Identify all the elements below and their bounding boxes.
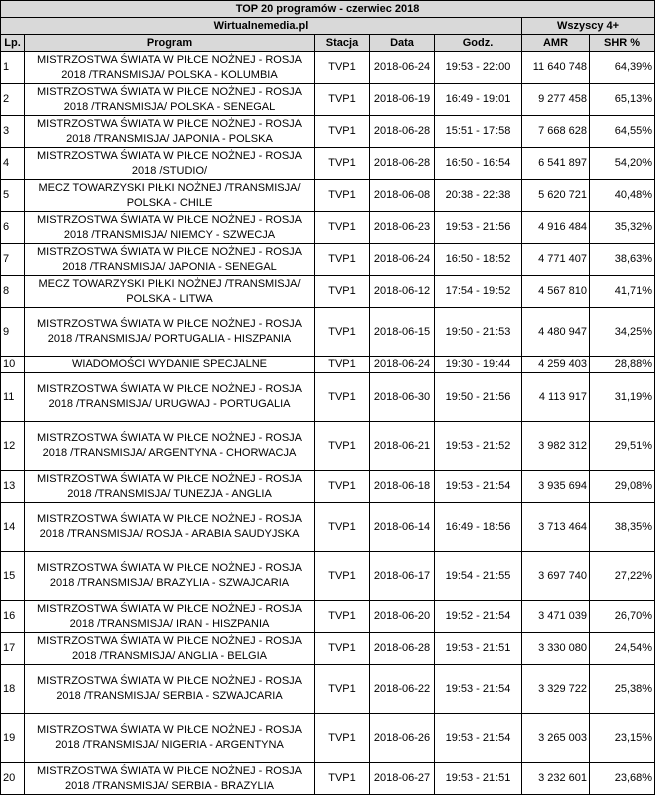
- cell-program: MISTRZOSTWA ŚWIATA W PIŁCE NOŻNEJ - ROSJA 2018 /TRANSMISJA/ SERBIA - BRAZYLIA: [25, 763, 315, 795]
- cell-data: 2018-06-14: [370, 503, 435, 552]
- cell-amr: 4 259 403: [522, 357, 590, 373]
- cell-program: MECZ TOWARZYSKI PIŁKI NOŻNEJ /TRANSMISJA/ POLSKA - LITWA: [25, 276, 315, 308]
- cell-godz: 19:53 - 21:54: [435, 471, 522, 503]
- cell-data: 2018-06-17: [370, 552, 435, 601]
- cell-godz: 16:49 - 19:01: [435, 84, 522, 116]
- cell-lp: 9: [1, 308, 25, 357]
- cell-godz: 16:50 - 18:52: [435, 244, 522, 276]
- cell-amr: 4 113 917: [522, 373, 590, 422]
- cell-program: MISTRZOSTWA ŚWIATA W PIŁCE NOŻNEJ - ROSJA 2018 /TRANSMISJA/ URUGWAJ - PORTUGALIA: [25, 373, 315, 422]
- table-row: [1, 84, 655, 116]
- cell-godz: 19:50 - 21:53: [435, 308, 522, 357]
- cell-lp: 3: [1, 116, 25, 148]
- cell-amr: 3 713 464: [522, 503, 590, 552]
- cell-stacja: TVP1: [315, 357, 370, 373]
- cell-godz: 19:53 - 21:51: [435, 633, 522, 665]
- cell-shr: 54,20%: [590, 148, 655, 180]
- cell-shr: 34,25%: [590, 308, 655, 357]
- cell-godz: 17:54 - 19:52: [435, 276, 522, 308]
- cell-amr: 4 771 407: [522, 244, 590, 276]
- cell-lp: 8: [1, 276, 25, 308]
- cell-stacja: TVP1: [315, 84, 370, 116]
- cell-shr: 64,55%: [590, 116, 655, 148]
- cell-stacja: TVP1: [315, 180, 370, 212]
- table-row: [1, 52, 655, 84]
- cell-amr: 4 567 810: [522, 276, 590, 308]
- cell-lp: 7: [1, 244, 25, 276]
- col-header-program: Program: [25, 35, 315, 52]
- cell-lp: 13: [1, 471, 25, 503]
- cell-stacja: TVP1: [315, 633, 370, 665]
- cell-amr: 3 471 039: [522, 601, 590, 633]
- cell-data: 2018-06-18: [370, 471, 435, 503]
- cell-stacja: TVP1: [315, 763, 370, 795]
- table-source: Wirtualnemedia.pl: [1, 18, 522, 35]
- cell-stacja: TVP1: [315, 422, 370, 471]
- table-row: [1, 116, 655, 148]
- cell-godz: 19:53 - 21:56: [435, 212, 522, 244]
- cell-shr: 24,54%: [590, 633, 655, 665]
- col-header-shr: SHR %: [590, 35, 655, 52]
- cell-data: 2018-06-28: [370, 148, 435, 180]
- cell-data: 2018-06-28: [370, 633, 435, 665]
- cell-data: 2018-06-27: [370, 763, 435, 795]
- cell-program: MISTRZOSTWA ŚWIATA W PIŁCE NOŻNEJ - ROSJA 2018 /TRANSMISJA/ BRAZYLIA - SZWAJCARIA: [25, 552, 315, 601]
- col-header-amr: AMR: [522, 35, 590, 52]
- cell-godz: 19:53 - 21:52: [435, 422, 522, 471]
- cell-shr: 38,63%: [590, 244, 655, 276]
- cell-amr: 9 277 458: [522, 84, 590, 116]
- table-row: [1, 471, 655, 503]
- cell-lp: 15: [1, 552, 25, 601]
- cell-amr: 4 480 947: [522, 308, 590, 357]
- cell-amr: 7 668 628: [522, 116, 590, 148]
- cell-shr: 23,15%: [590, 714, 655, 763]
- cell-program: MISTRZOSTWA ŚWIATA W PIŁCE NOŻNEJ - ROSJA 2018 /TRANSMISJA/ NIGERIA - ARGENTYNA: [25, 714, 315, 763]
- cell-data: 2018-06-21: [370, 422, 435, 471]
- cell-shr: 28,88%: [590, 357, 655, 373]
- cell-shr: 29,51%: [590, 422, 655, 471]
- cell-amr: 3 265 003: [522, 714, 590, 763]
- cell-shr: 41,71%: [590, 276, 655, 308]
- cell-lp: 1: [1, 52, 25, 84]
- cell-data: 2018-06-24: [370, 244, 435, 276]
- cell-program: MISTRZOSTWA ŚWIATA W PIŁCE NOŻNEJ - ROSJA 2018 /TRANSMISJA/ JAPONIA - POLSKA: [25, 116, 315, 148]
- cell-amr: 6 541 897: [522, 148, 590, 180]
- cell-data: 2018-06-30: [370, 373, 435, 422]
- cell-lp: 17: [1, 633, 25, 665]
- cell-program: MISTRZOSTWA ŚWIATA W PIŁCE NOŻNEJ - ROSJA 2018 /TRANSMISJA/ ANGLIA - BELGIA: [25, 633, 315, 665]
- cell-lp: 19: [1, 714, 25, 763]
- cell-data: 2018-06-08: [370, 180, 435, 212]
- table-row: [1, 180, 655, 212]
- cell-godz: 19:53 - 21:54: [435, 665, 522, 714]
- cell-data: 2018-06-12: [370, 276, 435, 308]
- cell-program: MISTRZOSTWA ŚWIATA W PIŁCE NOŻNEJ - ROSJA 2018 /TRANSMISJA/ ARGENTYNA - CHORWACJA: [25, 422, 315, 471]
- cell-data: 2018-06-20: [370, 601, 435, 633]
- cell-lp: 5: [1, 180, 25, 212]
- cell-stacja: TVP1: [315, 212, 370, 244]
- table-row: [1, 212, 655, 244]
- cell-lp: 16: [1, 601, 25, 633]
- cell-godz: 19:50 - 21:56: [435, 373, 522, 422]
- cell-data: 2018-06-22: [370, 665, 435, 714]
- cell-shr: 35,32%: [590, 212, 655, 244]
- table-row: [1, 244, 655, 276]
- cell-godz: 19:53 - 22:00: [435, 52, 522, 84]
- cell-godz: 19:54 - 21:55: [435, 552, 522, 601]
- cell-program: MISTRZOSTWA ŚWIATA W PIŁCE NOŻNEJ - ROSJA 2018 /TRANSMISJA/ IRAN - HISZPANIA: [25, 601, 315, 633]
- col-header-stacja: Stacja: [315, 35, 370, 52]
- cell-shr: 64,39%: [590, 52, 655, 84]
- cell-amr: 4 916 484: [522, 212, 590, 244]
- cell-shr: 23,68%: [590, 763, 655, 795]
- cell-program: MISTRZOSTWA ŚWIATA W PIŁCE NOŻNEJ - ROSJA 2018 /TRANSMISJA/ PORTUGALIA - HISZPANIA: [25, 308, 315, 357]
- target-group: Wszyscy 4+: [522, 18, 655, 35]
- cell-data: 2018-06-28: [370, 116, 435, 148]
- cell-shr: 25,38%: [590, 665, 655, 714]
- table-row: [1, 148, 655, 180]
- cell-shr: 65,13%: [590, 84, 655, 116]
- cell-stacja: TVP1: [315, 276, 370, 308]
- cell-stacja: TVP1: [315, 148, 370, 180]
- cell-lp: 10: [1, 357, 25, 373]
- cell-stacja: TVP1: [315, 601, 370, 633]
- cell-stacja: TVP1: [315, 52, 370, 84]
- cell-program: MISTRZOSTWA ŚWIATA W PIŁCE NOŻNEJ - ROSJA 2018 /TRANSMISJA/ POLSKA - SENEGAL: [25, 84, 315, 116]
- cell-stacja: TVP1: [315, 373, 370, 422]
- cell-shr: 27,22%: [590, 552, 655, 601]
- cell-lp: 20: [1, 763, 25, 795]
- cell-amr: 3 982 312: [522, 422, 590, 471]
- cell-godz: 16:49 - 18:56: [435, 503, 522, 552]
- cell-stacja: TVP1: [315, 471, 370, 503]
- cell-program: MISTRZOSTWA ŚWIATA W PIŁCE NOŻNEJ - ROSJA 2018 /TRANSMISJA/ NIEMCY - SZWECJA: [25, 212, 315, 244]
- cell-program: WIADOMOŚCI WYDANIE SPECJALNE: [25, 357, 315, 373]
- table-row: [1, 763, 655, 795]
- cell-shr: 29,08%: [590, 471, 655, 503]
- col-header-data: Data: [370, 35, 435, 52]
- table-row: [1, 503, 655, 552]
- cell-lp: 14: [1, 503, 25, 552]
- table-row: [1, 357, 655, 373]
- cell-lp: 11: [1, 373, 25, 422]
- cell-program: MISTRZOSTWA ŚWIATA W PIŁCE NOŻNEJ - ROSJA 2018 /TRANSMISJA/ JAPONIA - SENEGAL: [25, 244, 315, 276]
- cell-amr: 11 640 748: [522, 52, 590, 84]
- cell-program: MISTRZOSTWA ŚWIATA W PIŁCE NOŻNEJ - ROSJA 2018 /TRANSMISJA/ POLSKA - KOLUMBIA: [25, 52, 315, 84]
- cell-amr: 5 620 721: [522, 180, 590, 212]
- cell-data: 2018-06-23: [370, 212, 435, 244]
- cell-lp: 2: [1, 84, 25, 116]
- cell-program: MECZ TOWARZYSKI PIŁKI NOŻNEJ /TRANSMISJA/ POLSKA - CHILE: [25, 180, 315, 212]
- cell-stacja: TVP1: [315, 665, 370, 714]
- cell-amr: 3 330 080: [522, 633, 590, 665]
- cell-shr: 31,19%: [590, 373, 655, 422]
- cell-stacja: TVP1: [315, 244, 370, 276]
- cell-shr: 38,35%: [590, 503, 655, 552]
- cell-godz: 20:38 - 22:38: [435, 180, 522, 212]
- cell-program: MISTRZOSTWA ŚWIATA W PIŁCE NOŻNEJ - ROSJA 2018 /STUDIO/: [25, 148, 315, 180]
- cell-lp: 4: [1, 148, 25, 180]
- cell-godz: 19:52 - 21:54: [435, 601, 522, 633]
- table-row: [1, 633, 655, 665]
- table-row: [1, 601, 655, 633]
- cell-program: MISTRZOSTWA ŚWIATA W PIŁCE NOŻNEJ - ROSJA 2018 /TRANSMISJA/ ROSJA - ARABIA SAUDYJSKA: [25, 503, 315, 552]
- cell-data: 2018-06-26: [370, 714, 435, 763]
- table-row: [1, 276, 655, 308]
- cell-stacja: TVP1: [315, 308, 370, 357]
- cell-amr: 3 935 694: [522, 471, 590, 503]
- cell-data: 2018-06-15: [370, 308, 435, 357]
- cell-lp: 6: [1, 212, 25, 244]
- cell-shr: 26,70%: [590, 601, 655, 633]
- table-row: [1, 552, 655, 601]
- cell-program: MISTRZOSTWA ŚWIATA W PIŁCE NOŻNEJ - ROSJA 2018 /TRANSMISJA/ SERBIA - SZWAJCARIA: [25, 665, 315, 714]
- col-header-lp: Lp.: [1, 35, 25, 52]
- table-row: [1, 714, 655, 763]
- table-row: [1, 373, 655, 422]
- cell-lp: 18: [1, 665, 25, 714]
- cell-godz: 19:30 - 19:44: [435, 357, 522, 373]
- col-header-godz: Godz.: [435, 35, 522, 52]
- cell-shr: 40,48%: [590, 180, 655, 212]
- cell-program: MISTRZOSTWA ŚWIATA W PIŁCE NOŻNEJ - ROSJA 2018 /TRANSMISJA/ TUNEZJA - ANGLIA: [25, 471, 315, 503]
- cell-data: 2018-06-24: [370, 52, 435, 84]
- cell-data: 2018-06-19: [370, 84, 435, 116]
- cell-amr: 3 232 601: [522, 763, 590, 795]
- cell-godz: 19:53 - 21:51: [435, 763, 522, 795]
- cell-data: 2018-06-24: [370, 357, 435, 373]
- table-title: TOP 20 programów - czerwiec 2018: [1, 1, 655, 18]
- table-row: [1, 308, 655, 357]
- cell-godz: 15:51 - 17:58: [435, 116, 522, 148]
- cell-lp: 12: [1, 422, 25, 471]
- cell-stacja: TVP1: [315, 714, 370, 763]
- cell-stacja: TVP1: [315, 116, 370, 148]
- cell-godz: 16:50 - 16:54: [435, 148, 522, 180]
- cell-godz: 19:53 - 21:54: [435, 714, 522, 763]
- table-body: [1, 52, 655, 795]
- table-row: [1, 422, 655, 471]
- cell-stacja: TVP1: [315, 552, 370, 601]
- cell-amr: 3 329 722: [522, 665, 590, 714]
- cell-amr: 3 697 740: [522, 552, 590, 601]
- cell-stacja: TVP1: [315, 503, 370, 552]
- table-row: [1, 665, 655, 714]
